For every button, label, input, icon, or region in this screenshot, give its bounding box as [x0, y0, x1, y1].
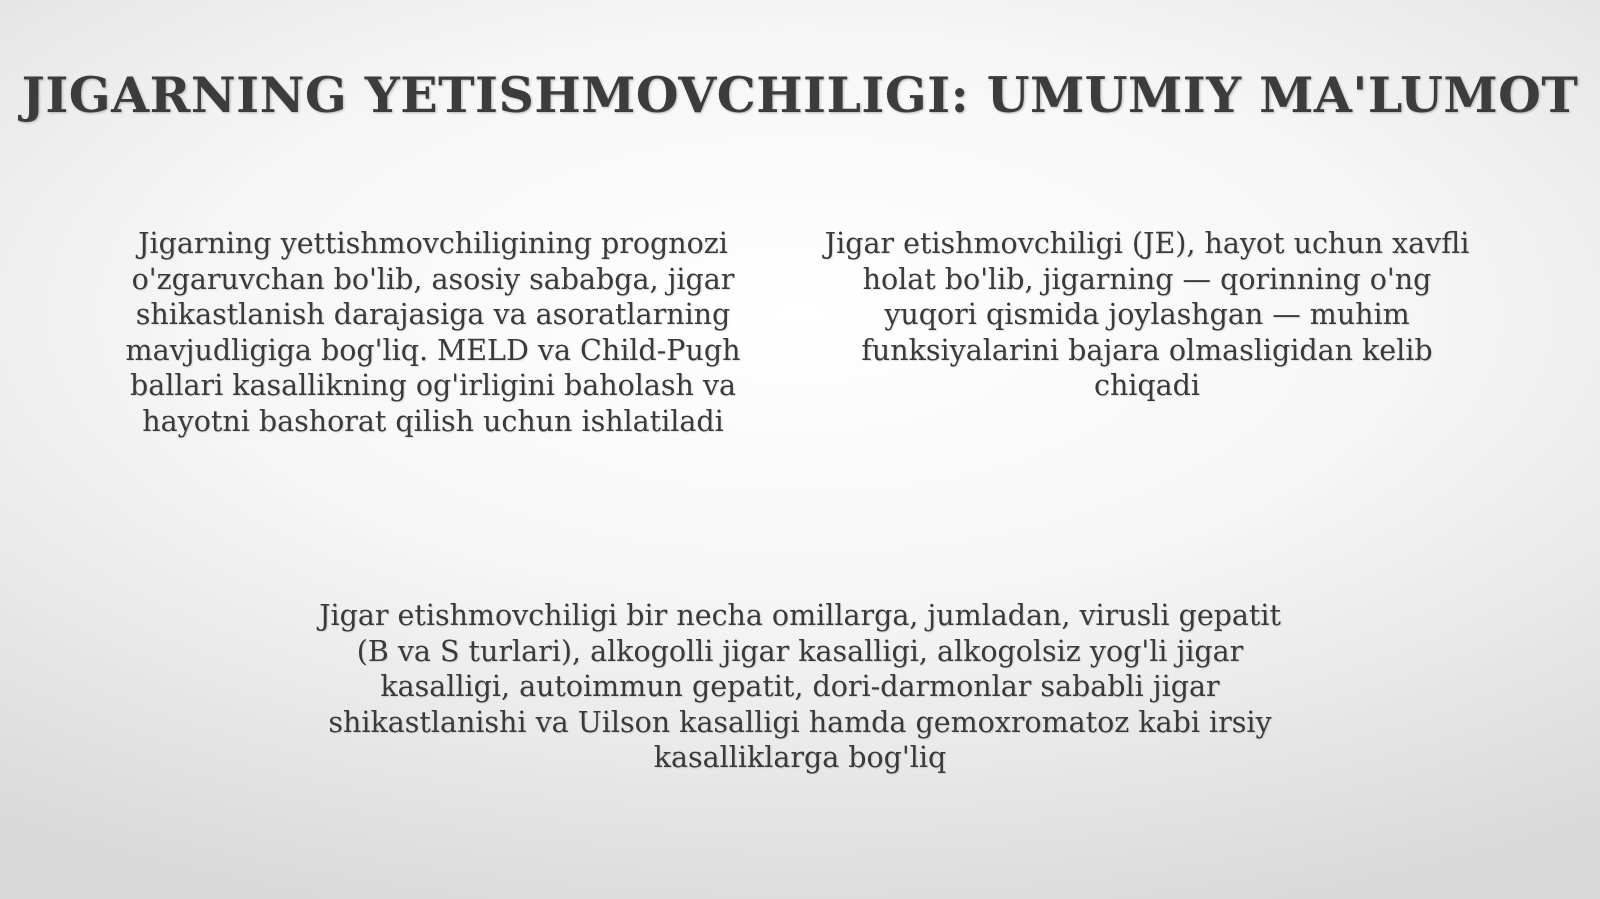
paragraph-causes: Jigar etishmovchiligi bir necha omillarga, jumladan, virusli gepatit (B va S turlari), alkogolli jigar kasalligi, alkogolsiz yog'li jigar kasalligi, autoimmun gepatit, dori-darmonlar sababli jigar shikastlanishi va Uilson kasalligi hamda gemoxromatoz kabi irsiy kasalliklarga bog'liq — [319, 599, 1281, 774]
paragraph-definition: Jigar etishmovchiligi (JE), hayot uchun xavfli holat bo'lib, jigarning — qorinning o'ng yuqori qismida joylashgan — muhim funksiyalarini bajara olmasligidan kelib chiqadi — [824, 227, 1470, 402]
slide-title: JIGARNING YETISHMOVCHILIGI: UMUMIY MA'LUMOT — [21, 66, 1579, 124]
paragraph-prognosis: Jigarning yettishmovchiligining prognozi o'zgaruvchan bo'lib, asosiy sababga, jigar shikastlanish darajasiga va asoratlarning mavjudligiga bog'liq. MELD va Child-Pugh ballari kasallikning og'irligini baholash va hayotni bashorat qilish uchun ishlatiladi — [125, 227, 741, 438]
